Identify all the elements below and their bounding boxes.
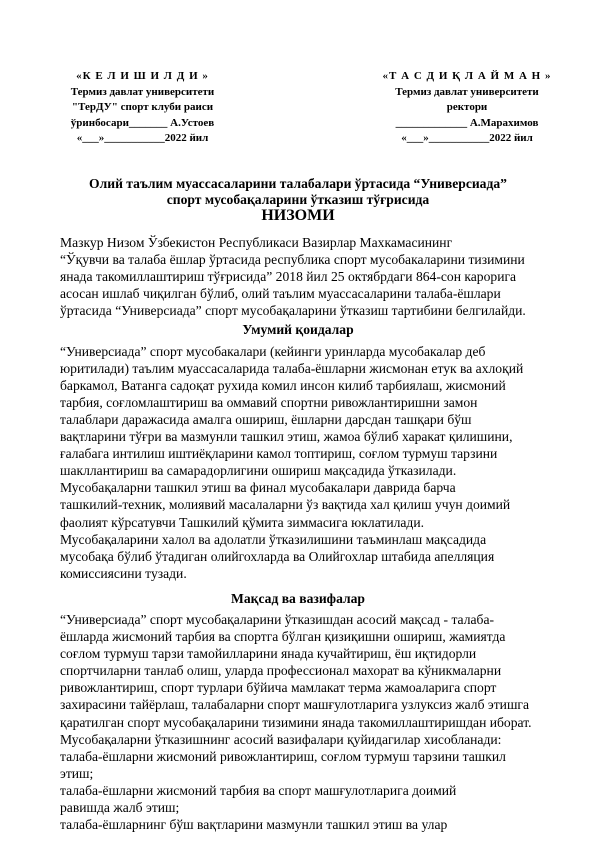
approved-line: _____________ А.Марахимов — [395, 116, 539, 129]
agreed-line: "ТерДУ" спорт клуби раиси — [71, 101, 214, 113]
section-heading-goals: Мақсад ва вазифалар — [230, 590, 365, 606]
approved-block — [367, 69, 567, 147]
agreed-heading: «К Е Л И Ш И Л Д И » — [76, 70, 209, 82]
body-paragraph: Мусобақаларни ўтказишнинг асосий вазифалари қуйидагилар хисобланади: талаба-ёшларни жисмоний ривожлантириш, соғлом турмуш тарзини ташкил этиш; — [60, 731, 506, 781]
document-title-line-2: спорт мусобақаларини ўтказиш тўғрисида — [166, 192, 430, 207]
document-body — [60, 234, 536, 833]
body-paragraph: Мусобақаларини халол ва адолатли ўтказилишини таъминлаш мақсадида мусобақа бўлиб ўтадиган олийгохларда ва Олийгохлар штабида апелляция комиссиясини тузади. — [60, 531, 495, 581]
section-heading-general: Умумий қоидалар — [242, 322, 354, 338]
agreed-line: ўринбосари_______ А.Устоев — [70, 116, 215, 129]
document-title-main: НИЗОМИ — [261, 207, 335, 224]
body-paragraph: “Универсиада” спорт мусобақаларини ўтказишдан асосий мақсад - талаба- ёшларда жисмоний тарбия ва спортга бўлган қизиқишни ошириш, жамиятда соғлом турмуш тарзи тамойилларини янада кучайтириш, ёш иқтидорли спортчиларни танлаб олиш, уларда профессионал махорат ва кўникмаларни ривожлантириш, спорт турлари бўйича мамлакат терма жамоаларига спорт захирасини тайёрлаш, талабаларни спорт машғулотларига узлуксиз жалб этишга қаратилган спорт мусобақаларини тизимини янада такомиллаштиришдан иборат. — [60, 611, 532, 730]
approved-line: Термиз давлат университети — [395, 85, 539, 98]
approved-date: «___»___________2022 йил — [401, 132, 533, 144]
approved-line: ректори — [446, 101, 488, 113]
intro-paragraph: Мазкур Низом Ўзбекистон Республикаси Вазирлар Махкамасининг “Ўқувчи ва талаба ёшлар ўртасида республика спорт мусобакаларини тизимини янада такомиллаштириш тўғрисида” 2018 йил 25 октябрдаги 864-сон карорига асосан ишлаб чиқилган бўлиб, олий таълим муассасаларини талаба-ёшлари ўртасида “Универсиада” спорт мусобақаларини ўтказиш тартибини белгилайди. — [60, 235, 526, 319]
body-paragraph: талаба-ёшларнинг бўш вақтларини мазмунли ташкил этиш ва улар — [60, 817, 448, 833]
document-title-line-1: Олий таълим муассасаларини талабалари ўртасида “Универсиада” — [89, 176, 507, 191]
body-paragraph: Мусобақаларни ташкил этиш ва финал мусобакалари даврида барча ташкилий-техник, молиявий масалаларни ўз вақтида хал қилиш учун доимий фаолият кўрсатувчи Ташкилий қўмита зиммасига юклатилади. — [60, 480, 511, 530]
body-paragraph: талаба-ёшларни жисмоний тарбия ва спорт машғулотларига доимий равишда жалб этиш; — [60, 782, 457, 815]
agreed-line: Термиз давлат университети — [70, 85, 215, 98]
agreed-block — [40, 69, 245, 147]
agreed-date: «___»___________2022 йил — [76, 132, 209, 144]
body-paragraph: “Универсиада” спорт мусобакалари (кейинги уринларда мусобакалар деб юритилади) таълим муассасаларида талаба-ёшларни жисмонан етук ва ахлоқий баркамол, Ватанга садоқат рухида комил инсон килиб тарбиялаш, жисмоний тарбия, соғломлаштириш ва оммавий спортни ривожлантиришни замон талаблари даражасида амалга ошириш, ёшларни дарсдан ташқари бўш вақтларини тўғри ва мазмунли ташкил этиш, жамоа бўлиб харакат қилишини, ғалабага интилиш иштиёқларини камол топтириш, соғлом турмуш тарзини шакллантириш ва самарадорлигини ошириш мақсадида ўтказилади. — [60, 343, 524, 479]
approved-heading: «Т А С Д И Қ Л А Й М А Н » — [382, 70, 552, 82]
